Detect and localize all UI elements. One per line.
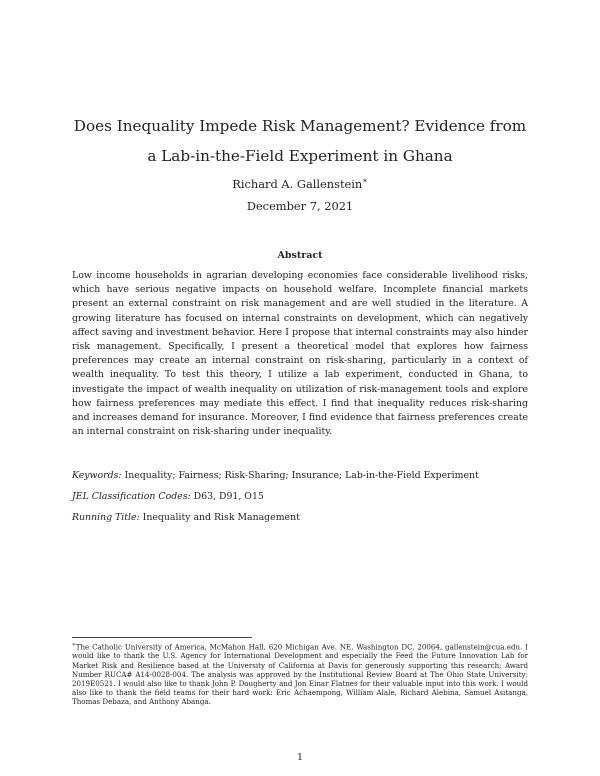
running-title-value: Inequality and Risk Management bbox=[142, 512, 300, 523]
jel-line bbox=[72, 491, 528, 503]
footnote-rule bbox=[72, 637, 252, 638]
jel-value: D63, D91, O15 bbox=[193, 491, 264, 502]
author-line bbox=[0, 176, 600, 191]
author-footnote-mark: ∗ bbox=[362, 176, 368, 185]
keywords-value: Inequality; Fairness; Risk-Sharing; Insurance; Lab-in-the-Field Experiment bbox=[124, 470, 479, 481]
jel-label: JEL Classification Codes: bbox=[72, 491, 191, 502]
keywords-line bbox=[72, 470, 528, 482]
author-name: Richard A. Gallenstein bbox=[232, 176, 363, 191]
running-title-label: Running Title: bbox=[72, 512, 140, 523]
footnote-mark: ∗ bbox=[72, 642, 76, 648]
paper-title: Does Inequality Impede Risk Management? Evidence from a Lab-in-the-Field Experiment in Ghana bbox=[73, 117, 527, 165]
abstract-text: Low income households in agrarian developing economies face considerable livelihood risks, which have serious negative impacts on household welfare. Incomplete financial markets present an external constraint on risk management and are well studied in the literature. A growing literature has focused on internal constraints on development, which can negatively affect saving and investment behavior. Here I propose that internal constraints may also hinder risk management. Specifically, I present a theoretical model that explores how fairness preferences may create an internal constraint on risk-sharing, particularly in a context of wealth inequality. To test this theory, I utilize a lab experiment, conducted in Ghana, to investigate the impact of wealth inequality on utilization of risk-management tools and explore how fairness preferences may mediate this effect. I find that inequality reduces risk-sharing and increases demand for insurance. Moreover, I find evidence that fairness preferences create an internal constraint on risk-sharing under inequality. bbox=[72, 270, 528, 438]
page-number: 1 bbox=[296, 752, 304, 763]
footnote-text bbox=[72, 641, 528, 706]
abstract-heading: Abstract bbox=[277, 250, 323, 261]
running-title-line bbox=[72, 512, 528, 524]
keywords-label: Keywords: bbox=[72, 470, 122, 481]
paper-date: December 7, 2021 bbox=[246, 199, 354, 213]
footnote-body: The Catholic University of America, McMahon Hall, 620 Michigan Ave. NE, Washington DC, 20064, gallenstein@cua.edu. I would like to thank the U.S. Agency for International Development and especially the Feed the Future Innovation Lab for Market Risk and Resilience based at the University of California at Davis for generously supporting this research; Award Number RUCA# A14-0028-004. The analysis was approved by the Institutional Review Board at The Ohio State University: 2019E0521. I would also like to thank John P. Dougherty and Jon Einar Flatnes for their valuable input into this work. I would also like to thank the field teams for their hard work: Eric Achaempong, William Alale, Richard Alebina, Samuel Asitanga, Thomas Debaza, and Anthony Abanga. bbox=[72, 642, 528, 706]
